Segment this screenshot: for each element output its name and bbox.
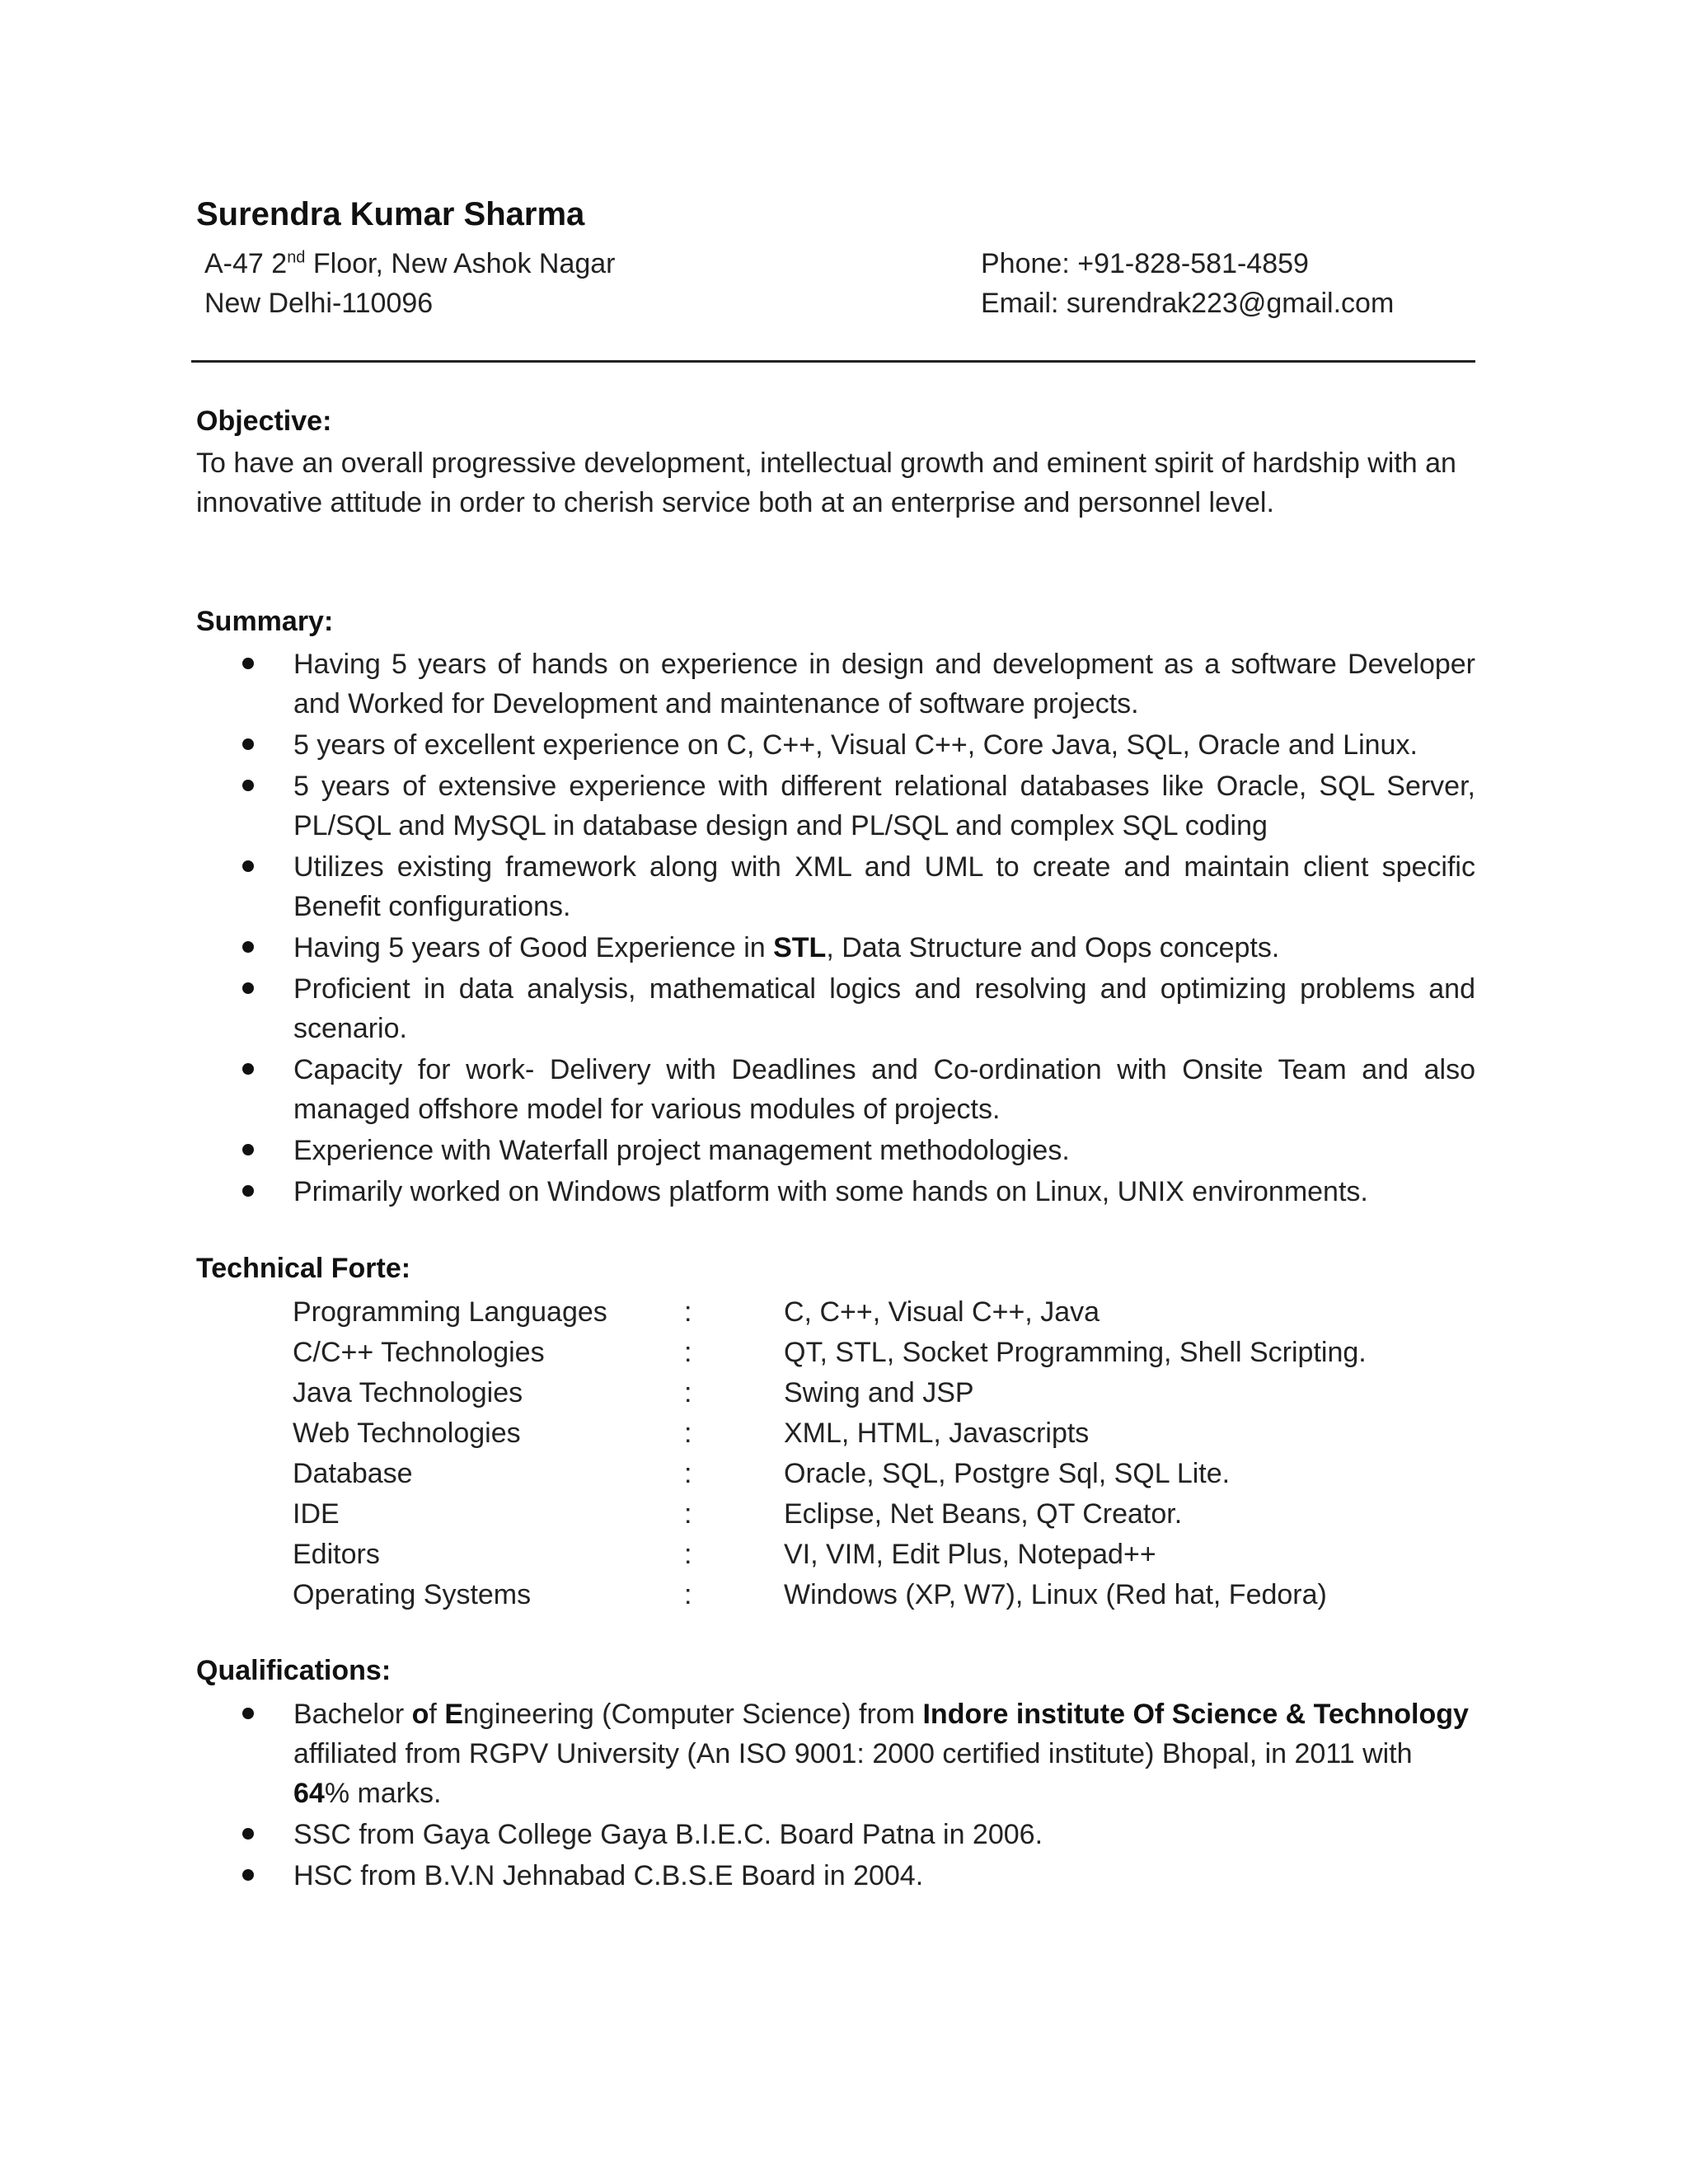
technical-heading: Technical Forte:	[196, 1253, 411, 1284]
header-divider	[191, 360, 1475, 363]
address-block	[204, 244, 616, 323]
contact-block	[981, 244, 1394, 323]
bullet-icon	[242, 941, 254, 953]
address-line-2: New Delhi-110096	[204, 288, 434, 319]
bullet-icon	[242, 1708, 254, 1719]
summary-list	[196, 644, 1475, 1213]
summary-item: 5 years of excellent experience on C, C++, Visual C++, Core Java, SQL, Oracle and Linux.	[196, 725, 1475, 765]
qualification-item: SSC from Gaya College Gaya B.I.E.C. Board Patna in 2006.	[196, 1815, 1475, 1854]
summary-item: Capacity for work- Delivery with Deadlines and Co-ordination with Onsite Team and also managed offshore model for various modules of projects.	[196, 1050, 1475, 1129]
objective-text: To have an overall progressive development, intellectual growth and eminent spirit of hardship with an innovative attitude in order to cherish service both at an enterprise and personnel level.	[196, 448, 1456, 518]
summary-item: Having 5 years of Good Experience in STL, Data Structure and Oops concepts.	[196, 928, 1475, 968]
bullet-icon	[242, 780, 254, 791]
address-line-1: A-47 2nd Floor, New Ashok Nagar	[204, 248, 616, 279]
bullet-icon	[242, 860, 254, 872]
bullet-icon	[242, 1869, 254, 1881]
summary-heading: Summary:	[196, 606, 334, 637]
summary-item: Primarily worked on Windows platform with some hands on Linux, UNIX environments.	[196, 1172, 1475, 1212]
bullet-icon	[242, 738, 254, 750]
summary-item: 5 years of extensive experience with different relational databases like Oracle, SQL Server, PL/SQL and MySQL in database design and PL/SQL and complex SQL coding	[196, 766, 1475, 846]
summary-item: Utilizes existing framework along with XML and UML to create and maintain client specific Benefit configurations.	[196, 847, 1475, 926]
resume-page: Surendra Kumar Sharma A-47 2nd Floor, New Ashok Nagar New Delhi-110096 Phone: +91-828-581-4859 Email: surendrak223@gmail.com Objective: To have an overall progressive development, intellectual growth and eminent spirit of hardship with an innovative attitude in order to cherish service both at an enterprise and personnel level. Summary: Having 5 years of hands on experience in design and development as a software Developer and Worked for Development and maintenance of software projects. 5 years of excellent experience on C, C++, Visual C++, Core Java, SQL, Oracle and Linux. 5 years of extensive experience with different relational databases like Oracle, SQL Server, PL/SQL and MySQL in database design and PL/SQL and complex SQL coding Utilizes existing framework along with XML and UML to create and maintain client specific Benefit configurations. Having 5 years of Good Experience in STL, Data Structure and Oops concepts. Proficient in data analysis, mathematical logics and resolving and optimizing problems and scenario. Capacity for work- Delivery with Deadlines and Co-ordination with Onsite Team and also managed offshore model for various modules of projects. Experience with Waterfall project management methodologies. Primarily worked on Windows platform with some hands on Linux, UNIX environments. Technical Forte: Programming Languages : C, C++, Visual C++, Java C/C++ Technologies : QT, STL, Socket Programming, Shell Scripting. Java Technologies : Swing and JSP Web Technologies : XML, HTML, Javascripts Database : Oracle, SQL, Postgre Sql, SQL Lite. IDE : Eclipse, Net Beans, QT Creator. Editors : VI, VIM, Edit Plus, Notepad++ Operating Systems : Windows (XP, W7), Linux (Red hat, Fedora) Qualifications: Bachelor of Engineering (Computer Science) from Indore institute Of Science & Technology affiliated from RGPV University (An ISO 9001: 2000 certified institute) Bhopal, in 2011 with 64% marks. SSC from Gaya College Gaya B.I.E.C. Board Patna in 2006. HSC from B.V.N Jehnabad C.B.S.E Board in 2004.	[0, 0, 1688, 2184]
summary-item: Proficient in data analysis, mathematical logics and resolving and optimizing problems and scenario.	[196, 969, 1475, 1048]
bullet-icon	[242, 1063, 254, 1075]
objective-heading: Objective:	[196, 405, 332, 437]
summary-item: Having 5 years of hands on experience in design and development as a software Developer and Worked for Development and maintenance of software projects.	[196, 644, 1475, 724]
qualifications-heading: Qualifications:	[196, 1655, 392, 1686]
email-address: Email: surendrak223@gmail.com	[981, 288, 1395, 319]
bullet-icon	[242, 1144, 254, 1155]
bullet-icon	[242, 1185, 254, 1197]
summary-item: Experience with Waterfall project management methodologies.	[196, 1131, 1475, 1170]
qualification-item: HSC from B.V.N Jehnabad C.B.S.E Board in 2004.	[196, 1856, 1475, 1896]
bullet-icon	[242, 1828, 254, 1840]
qualifications-list	[196, 1694, 1475, 1897]
qualification-item: Bachelor of Engineering (Computer Science) from Indore institute Of Science & Technology affiliated from RGPV University (An ISO 9001: 2000 certified institute) Bhopal, in 2011 with 64% marks.	[196, 1694, 1475, 1813]
bullet-icon	[242, 658, 254, 669]
phone-number: Phone: +91-828-581-4859	[981, 248, 1309, 279]
bullet-icon	[242, 982, 254, 994]
candidate-name: Surendra Kumar Sharma	[196, 196, 585, 232]
